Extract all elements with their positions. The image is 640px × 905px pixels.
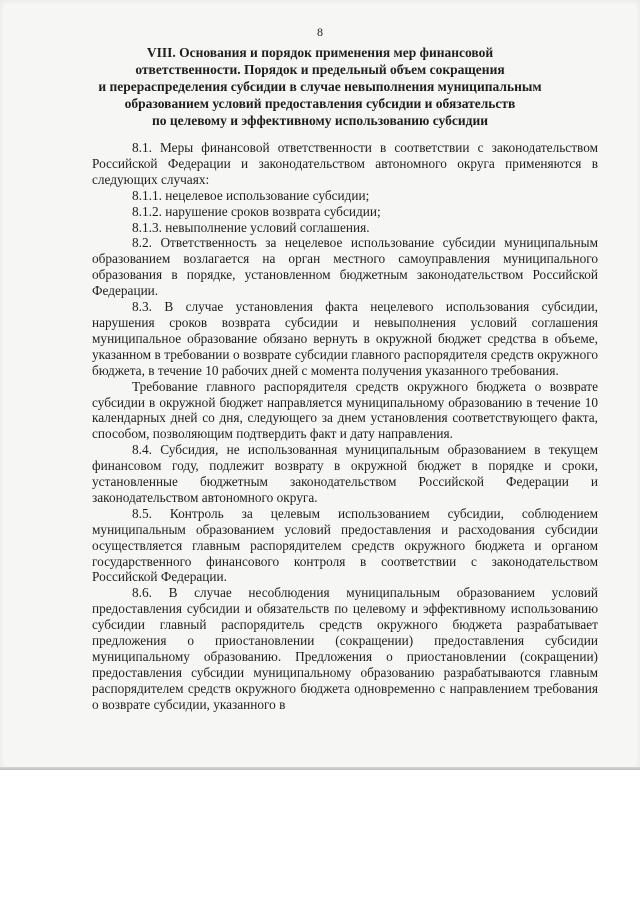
paragraph-8-2: 8.2. Ответственность за нецелевое использование субсидии муниципальным образованием возлагается на орган местного самоуправления муниципального образования в порядке, установленном бюджетным законодательством Российской Федерации. — [92, 235, 598, 299]
paragraph-8-1-3: 8.1.3. невыполнение условий соглашения. — [132, 219, 370, 235]
heading-line: и перераспределения субсидии в случае невыполнения муниципальным — [98, 79, 542, 94]
paragraph-8-1-2: 8.1.2. нарушение сроков возврата субсидии; — [132, 203, 381, 219]
document-body — [92, 140, 598, 713]
heading-line: ответственности. Порядок и предельный объем сокращения — [135, 62, 505, 77]
heading-line: образованием условий предоставления субсидии и обязательств — [124, 96, 516, 111]
paragraph-8-3: 8.3. В случае установления факта нецелевого использования субсидии, нарушения сроков возврата субсидии и невыполнения условий соглашения муниципальное образование обязано вернуть в окружной бюджет средства в объеме, указанном в требовании о возврате субсидии главного распорядителя средств окружного бюджета, в течение 10 рабочих дней с момента получения указанного требования. — [92, 299, 598, 378]
paragraph-8-1: 8.1. Меры финансовой ответственности в соответствии с законодательством Российской Федерации и законодательством автономного округа применяются в следующих случаях: — [92, 140, 598, 187]
heading-line: по целевому и эффективному использованию субсидии — [151, 113, 489, 128]
paragraph-8-5: 8.5. Контроль за целевым использованием субсидии, соблюдением муниципальным образованием условий предоставления и расходования субсидии осуществляется главным распорядителем средств окружного бюджета и органом государственного финансового контроля в соответствии с законодательством Российской Федерации. — [92, 505, 598, 585]
paragraph-8-4: 8.4. Субсидия, не использованная муниципальным образованием в текущем финансовом году, подлежит возврату в окружной бюджет в порядке и сроки, установленные бюджетным законодательством Российской Федерации и законодательством автономного округа. — [92, 442, 598, 505]
heading-line: VIII. Основания и порядок применения мер финансовой — [146, 45, 494, 60]
paragraph-8-3-requirement: Требование главного распорядителя средств окружного бюджета о возврате субсидии в окружной бюджет направляется муниципальному образованию в течение 10 календарных дней со дня, следующего за днем установления соответствующего факта, способом, позволяющим подтвердить факт и дату направления. — [92, 378, 598, 442]
paragraph-8-1-1: 8.1.1. нецелевое использование субсидии; — [132, 187, 370, 203]
section-heading — [80, 44, 560, 129]
paragraph-8-6: 8.6. В случае несоблюдения муниципальным образованием условий предоставления субсидии и обязательств по целевому и эффективному использованию субсидии главный распорядитель средств окружного бюджета разрабатывает предложения о приостановлении (сокращении) предоставления субсидии муниципальному образованию. Предложения о приостановлении (сокращении) предоставления субсидии муниципальному образованию разрабатываются главным распорядителем средств окружного бюджета одновременно с направлением требования о возврате субсидии, указанного в — [92, 585, 598, 712]
page-number: 8 — [317, 25, 323, 39]
